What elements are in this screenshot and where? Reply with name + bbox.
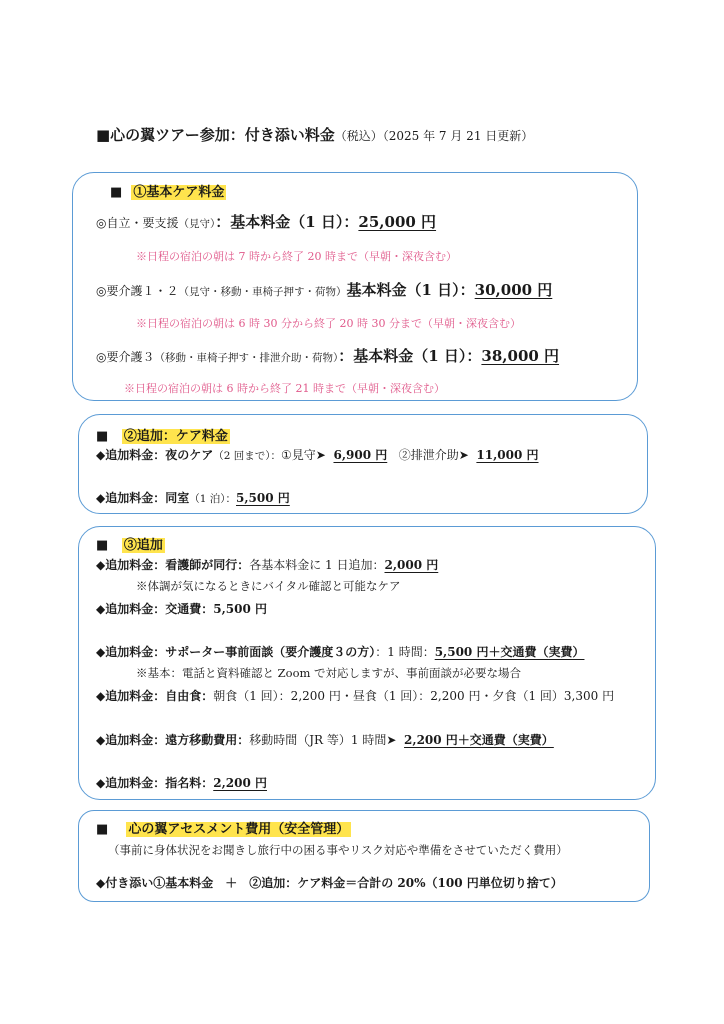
section2-marker: ■	[96, 429, 109, 444]
basic-row-independent: ◎自立・要支援（見守）：基本料金（1 日）：25,000 円	[96, 213, 437, 231]
meal-row: ◆追加料金：自由食：朝食（1 回）：2,200 円・昼食（1 回）：2,200 円・夕食（1 回）3,300 円	[96, 689, 615, 703]
section3-title: ③追加	[123, 538, 163, 553]
price-care12: 30,000 円	[474, 281, 553, 299]
section4-marker: ■	[96, 822, 109, 837]
nomination-row: ◆追加料金：指名料：2,200 円	[96, 776, 267, 790]
title-updated: （2025 年 7 月 21 日更新）	[382, 129, 534, 143]
price-night-toilet: 11,000 円	[476, 448, 539, 462]
assessment-description: （事前に身体状況をお聞きし旅行中の困る事やリスク対応や準備をさせていただく費用）	[108, 843, 568, 857]
supporter-note: ※基本：電話と資料確認と Zoom で対応しますが、事前面談が必要な場合	[136, 666, 522, 680]
title-main: ■心の翼ツアー参加：付き添い料金	[96, 126, 335, 144]
section4-title: 心の翼アセスメント費用（安全管理）	[128, 822, 350, 837]
assessment-formula: ◆付き添い①基本料金 ＋ ②追加：ケア料金＝合計の 20%（100 円単位切り捨て）	[96, 876, 563, 890]
section2-heading	[96, 425, 230, 444]
travel-row: ◆追加料金：遠方移動費用：移動時間（JR 等）1 時間➤ 2,200 円＋交通費（実費）	[96, 733, 554, 747]
section3-marker: ■	[96, 538, 109, 553]
price-same-room: 5,500 円	[236, 491, 290, 505]
price-nurse: 2,000 円	[384, 558, 439, 572]
section4-heading	[96, 818, 351, 837]
nurse-note: ※体調が気になるときにバイタル確認と可能なケア	[136, 579, 401, 593]
basic-note-care3: ※日程の宿泊の朝は 6 時から終了 21 時まで（早朝・深夜含む）	[124, 382, 445, 395]
page-title	[96, 124, 533, 145]
basic-note-independent: ※日程の宿泊の朝は 7 時から終了 20 時まで（早朝・深夜含む）	[136, 250, 457, 263]
section3-heading	[96, 534, 165, 553]
section2-title: ②追加：ケア料金	[123, 429, 228, 444]
price-transport: 5,500 円	[213, 602, 267, 616]
price-travel: 2,200 円＋交通費（実費）	[404, 733, 554, 747]
night-care-row: ◆追加料金：夜のケア（2 回まで）：①見守➤ 6,900 円 ②排泄介助➤ 11,000 円	[96, 448, 539, 462]
section1-marker: ■	[110, 185, 123, 200]
transport-row: ◆追加料金：交通費：5,500 円	[96, 602, 267, 616]
title-tax: （税込）	[334, 129, 383, 143]
basic-row-care12: ◎要介護１・２（見守・移動・車椅子押す・荷物）基本料金（1 日）：30,000 円	[96, 281, 553, 299]
price-care3: 38,000 円	[481, 347, 560, 365]
same-room-row: ◆追加料金：同室（1 泊）：5,500 円	[96, 491, 290, 505]
supporter-row: ◆追加料金：サポーター事前面談（要介護度３の方）：1 時間：5,500 円＋交通費（実費）	[96, 645, 585, 659]
basic-row-care3: ◎要介護３（移動・車椅子押す・排泄介助・荷物）：基本料金（1 日）：38,000 円	[96, 347, 560, 365]
nurse-row: ◆追加料金：看護師が同行：各基本料金に 1 日追加：2,000 円	[96, 558, 439, 572]
basic-note-care12: ※日程の宿泊の朝は 6 時 30 分から終了 20 時 30 分まで（早朝・深夜含む）	[136, 317, 521, 330]
section1-heading	[110, 181, 226, 200]
price-nomination: 2,200 円	[213, 776, 267, 790]
section1-title: ①基本ケア料金	[133, 185, 225, 200]
price-supporter: 5,500 円＋交通費（実費）	[434, 645, 585, 659]
price-independent: 25,000 円	[358, 213, 437, 231]
price-night-watch: 6,900 円	[333, 448, 388, 462]
